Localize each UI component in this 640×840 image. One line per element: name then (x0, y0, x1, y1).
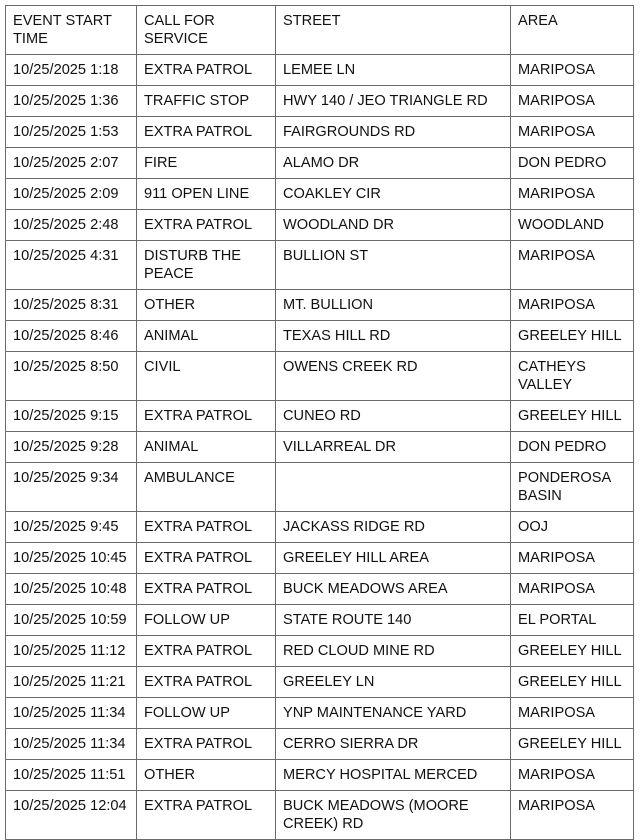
event-start-time-text: 10/25/2025 10:48 (13, 581, 127, 597)
call-for-service-text: CIVIL (144, 359, 181, 375)
street-cell (276, 729, 511, 760)
area-text: DON PEDRO (518, 439, 607, 455)
event-start-time-cell (6, 512, 137, 543)
table-row (6, 179, 634, 210)
table-row (6, 605, 634, 636)
area-cell (511, 290, 634, 321)
street-cell (276, 512, 511, 543)
header-event-start-time: EVENT START TIME (6, 6, 137, 55)
street-text: BUCK MEADOWS AREA (283, 581, 448, 597)
call-for-service-cell (137, 791, 276, 840)
event-start-time-text: 10/25/2025 10:59 (13, 612, 127, 628)
street-text: MT. BULLION (283, 297, 374, 313)
area-cell (511, 574, 634, 605)
event-start-time-text: 10/25/2025 10:45 (13, 550, 127, 566)
street-cell (276, 55, 511, 86)
area-text: MARIPOSA (518, 550, 596, 566)
street-text: WOODLAND DR (283, 217, 395, 233)
event-start-time-cell (6, 55, 137, 86)
call-for-service-text: ANIMAL (144, 439, 199, 455)
street-cell (276, 241, 511, 290)
area-text: CATHEYS VALLEY (518, 359, 586, 393)
call-for-service-text: EXTRA PATROL (144, 550, 253, 566)
event-start-time-text: 10/25/2025 11:51 (13, 767, 126, 783)
area-cell (511, 729, 634, 760)
table-row (6, 574, 634, 605)
call-for-service-text: EXTRA PATROL (144, 643, 253, 659)
area-text: MARIPOSA (518, 767, 596, 783)
table-row (6, 543, 634, 574)
call-for-service-text: EXTRA PATROL (144, 124, 253, 140)
table-row (6, 432, 634, 463)
table-row (6, 241, 634, 290)
area-cell (511, 605, 634, 636)
street-cell (276, 401, 511, 432)
event-start-time-text: 10/25/2025 2:09 (13, 186, 119, 202)
event-start-time-cell (6, 605, 137, 636)
call-for-service-text: EXTRA PATROL (144, 674, 253, 690)
area-cell (511, 791, 634, 840)
table-row (6, 698, 634, 729)
call-for-service-text: FOLLOW UP (144, 705, 230, 721)
street-cell (276, 86, 511, 117)
header-call-for-service: CALL FOR SERVICE (137, 6, 276, 55)
call-for-service-text: EXTRA PATROL (144, 519, 253, 535)
event-start-time-text: 10/25/2025 4:31 (13, 248, 119, 264)
area-text: MARIPOSA (518, 62, 596, 78)
street-cell (276, 667, 511, 698)
area-text: GREELEY HILL (518, 674, 622, 690)
call-for-service-cell (137, 432, 276, 463)
area-text: GREELEY HILL (518, 736, 622, 752)
call-for-service-cell (137, 543, 276, 574)
calls-for-service-table (5, 5, 634, 840)
call-for-service-cell (137, 352, 276, 401)
street-text: OWENS CREEK RD (283, 359, 418, 375)
street-cell (276, 321, 511, 352)
event-start-time-text: 10/25/2025 9:45 (13, 519, 119, 535)
area-text: GREELEY HILL (518, 408, 622, 424)
area-text: DON PEDRO (518, 155, 607, 171)
event-start-time-text: 10/25/2025 8:50 (13, 359, 119, 375)
street-cell (276, 179, 511, 210)
call-for-service-cell (137, 290, 276, 321)
call-for-service-cell (137, 241, 276, 290)
area-text: MARIPOSA (518, 297, 596, 313)
call-for-service-cell (137, 401, 276, 432)
event-start-time-cell (6, 463, 137, 512)
table-row (6, 401, 634, 432)
table-row (6, 290, 634, 321)
street-text: CERRO SIERRA DR (283, 736, 419, 752)
street-text: LEMEE LN (283, 62, 356, 78)
call-for-service-text: EXTRA PATROL (144, 217, 253, 233)
street-text: COAKLEY CIR (283, 186, 381, 202)
event-start-time-cell (6, 290, 137, 321)
event-start-time-text: 10/25/2025 8:46 (13, 328, 119, 344)
event-start-time-text: 10/25/2025 11:34 (13, 736, 126, 752)
street-cell (276, 432, 511, 463)
street-cell (276, 636, 511, 667)
street-text: GREELEY HILL AREA (283, 550, 430, 566)
event-start-time-cell (6, 352, 137, 401)
area-text: PONDEROSA BASIN (518, 470, 611, 504)
call-for-service-text: OTHER (144, 297, 196, 313)
area-cell (511, 401, 634, 432)
street-cell (276, 148, 511, 179)
street-text: TEXAS HILL RD (283, 328, 391, 344)
area-text: MARIPOSA (518, 186, 596, 202)
call-for-service-cell (137, 636, 276, 667)
event-start-time-cell (6, 729, 137, 760)
event-start-time-cell (6, 698, 137, 729)
event-start-time-cell (6, 574, 137, 605)
table-header-row (6, 6, 634, 55)
area-text: MARIPOSA (518, 798, 596, 814)
call-for-service-cell (137, 512, 276, 543)
event-start-time-text: 10/25/2025 1:18 (13, 62, 119, 78)
area-text: MARIPOSA (518, 705, 596, 721)
call-for-service-cell (137, 698, 276, 729)
event-start-time-cell (6, 117, 137, 148)
area-cell (511, 210, 634, 241)
street-cell (276, 574, 511, 605)
call-for-service-text: TRAFFIC STOP (144, 93, 250, 109)
table-row (6, 791, 634, 840)
event-start-time-cell (6, 86, 137, 117)
table-row (6, 729, 634, 760)
event-start-time-text: 10/25/2025 9:34 (13, 470, 119, 486)
call-for-service-text: EXTRA PATROL (144, 736, 253, 752)
call-for-service-cell (137, 667, 276, 698)
table-row (6, 512, 634, 543)
event-start-time-cell (6, 791, 137, 840)
street-cell (276, 290, 511, 321)
street-cell (276, 605, 511, 636)
call-for-service-text: FIRE (144, 155, 178, 171)
street-text: GREELEY LN (283, 674, 375, 690)
event-start-time-text: 10/25/2025 11:12 (13, 643, 126, 659)
street-text: BUCK MEADOWS (MOORE CREEK) RD (283, 798, 469, 832)
call-for-service-text: EXTRA PATROL (144, 62, 253, 78)
area-cell (511, 667, 634, 698)
event-start-time-text: 10/25/2025 2:48 (13, 217, 119, 233)
table-row (6, 636, 634, 667)
call-for-service-text: AMBULANCE (144, 470, 235, 486)
table-row (6, 667, 634, 698)
street-cell (276, 760, 511, 791)
call-for-service-cell (137, 605, 276, 636)
event-start-time-text: 10/25/2025 1:36 (13, 93, 119, 109)
area-text: OOJ (518, 519, 548, 535)
area-text: GREELEY HILL (518, 643, 622, 659)
area-cell (511, 148, 634, 179)
table-row (6, 463, 634, 512)
call-for-service-cell (137, 463, 276, 512)
event-start-time-text: 10/25/2025 11:34 (13, 705, 126, 721)
call-for-service-cell (137, 55, 276, 86)
table-row (6, 86, 634, 117)
table-row (6, 55, 634, 86)
table-row (6, 760, 634, 791)
call-for-service-cell (137, 148, 276, 179)
call-for-service-text: ANIMAL (144, 328, 199, 344)
street-cell (276, 117, 511, 148)
call-for-service-text: EXTRA PATROL (144, 581, 253, 597)
event-start-time-cell (6, 543, 137, 574)
call-for-service-text: 911 OPEN LINE (144, 186, 250, 202)
call-for-service-text: EXTRA PATROL (144, 798, 253, 814)
call-for-service-text: OTHER (144, 767, 196, 783)
street-cell (276, 463, 511, 512)
street-text: FAIRGROUNDS RD (283, 124, 416, 140)
header-street: STREET (276, 6, 511, 55)
street-cell (276, 698, 511, 729)
event-start-time-cell (6, 667, 137, 698)
area-cell (511, 432, 634, 463)
call-for-service-cell (137, 117, 276, 148)
area-cell (511, 760, 634, 791)
street-cell (276, 543, 511, 574)
table-row (6, 210, 634, 241)
area-text: EL PORTAL (518, 612, 597, 628)
call-for-service-cell (137, 321, 276, 352)
street-text: VILLARREAL DR (283, 439, 397, 455)
street-cell (276, 352, 511, 401)
event-start-time-cell (6, 321, 137, 352)
event-start-time-text: 10/25/2025 1:53 (13, 124, 119, 140)
area-cell (511, 543, 634, 574)
event-start-time-cell (6, 241, 137, 290)
call-for-service-cell (137, 574, 276, 605)
event-start-time-text: 10/25/2025 2:07 (13, 155, 119, 171)
event-start-time-cell (6, 179, 137, 210)
call-for-service-cell (137, 729, 276, 760)
area-cell (511, 86, 634, 117)
call-for-service-text: FOLLOW UP (144, 612, 230, 628)
call-for-service-text: EXTRA PATROL (144, 408, 253, 424)
table-row (6, 148, 634, 179)
event-start-time-text: 10/25/2025 9:28 (13, 439, 119, 455)
street-text: YNP MAINTENANCE YARD (283, 705, 467, 721)
area-cell (511, 241, 634, 290)
event-start-time-cell (6, 432, 137, 463)
event-start-time-cell (6, 760, 137, 791)
call-for-service-cell (137, 86, 276, 117)
street-text: CUNEO RD (283, 408, 361, 424)
event-start-time-cell (6, 148, 137, 179)
area-cell (511, 321, 634, 352)
street-text: MERCY HOSPITAL MERCED (283, 767, 478, 783)
event-start-time-cell (6, 636, 137, 667)
street-text: ALAMO DR (283, 155, 360, 171)
area-cell (511, 117, 634, 148)
area-text: MARIPOSA (518, 248, 596, 264)
table-row (6, 117, 634, 148)
call-for-service-text: DISTURB THE PEACE (144, 248, 242, 282)
area-text: MARIPOSA (518, 93, 596, 109)
area-cell (511, 352, 634, 401)
street-cell (276, 791, 511, 840)
event-start-time-text: 10/25/2025 9:15 (13, 408, 119, 424)
header-area: AREA (511, 6, 634, 55)
table-body (6, 55, 634, 840)
event-start-time-cell (6, 210, 137, 241)
street-text: BULLION ST (283, 248, 369, 264)
area-text: MARIPOSA (518, 124, 596, 140)
street-text: JACKASS RIDGE RD (283, 519, 425, 535)
table-row (6, 352, 634, 401)
area-cell (511, 179, 634, 210)
street-cell (276, 210, 511, 241)
area-text: MARIPOSA (518, 581, 596, 597)
area-cell (511, 463, 634, 512)
event-start-time-text: 10/25/2025 11:21 (13, 674, 126, 690)
area-cell (511, 55, 634, 86)
event-start-time-text: 10/25/2025 8:31 (13, 297, 119, 313)
street-text: RED CLOUD MINE RD (283, 643, 435, 659)
area-text: GREELEY HILL (518, 328, 622, 344)
street-text: STATE ROUTE 140 (283, 612, 412, 628)
call-for-service-cell (137, 760, 276, 791)
call-for-service-cell (137, 210, 276, 241)
table-row (6, 321, 634, 352)
event-start-time-text: 10/25/2025 12:04 (13, 798, 127, 814)
area-text: WOODLAND (518, 217, 604, 233)
call-for-service-cell (137, 179, 276, 210)
event-start-time-cell (6, 401, 137, 432)
area-cell (511, 512, 634, 543)
area-cell (511, 698, 634, 729)
street-text: HWY 140 / JEO TRIANGLE RD (283, 93, 488, 109)
area-cell (511, 636, 634, 667)
